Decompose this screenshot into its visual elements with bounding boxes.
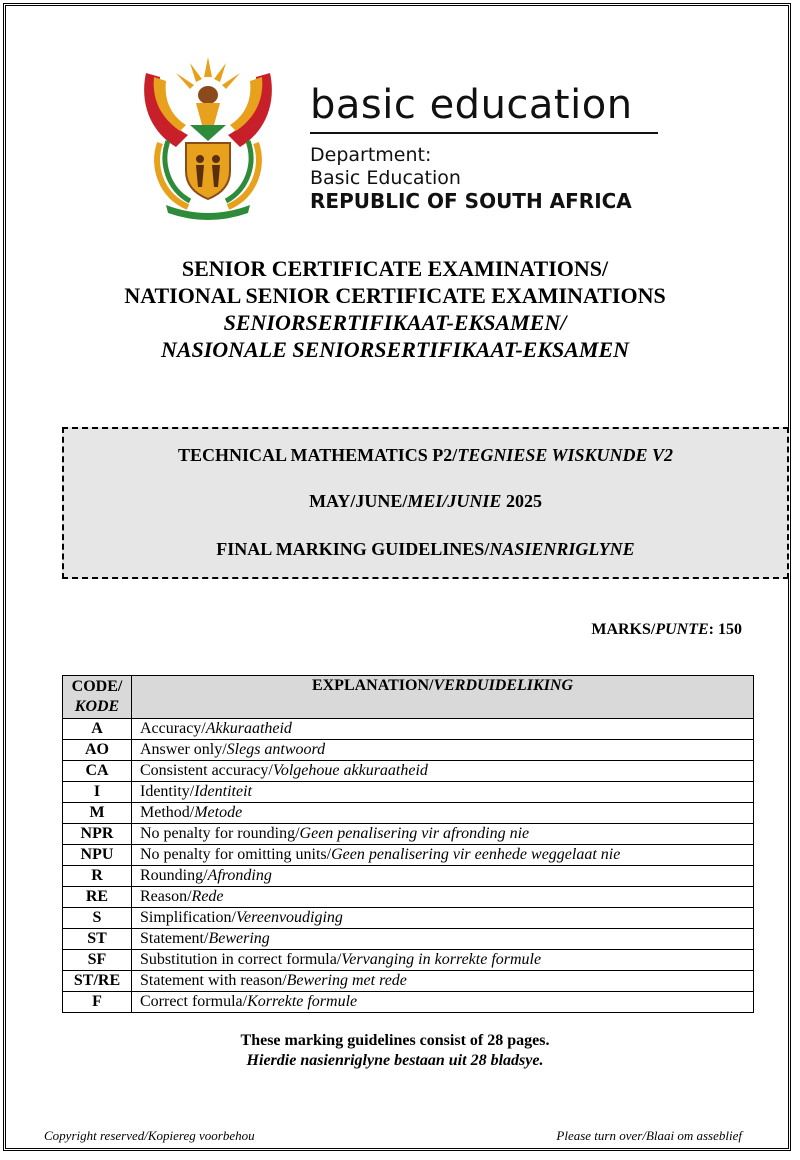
brand-line-department: Department: xyxy=(310,144,432,166)
footer-turn-over: Please turn over/Blaai om asseblief xyxy=(556,1128,742,1143)
brand-line-republic: REPUBLIC OF SOUTH AFRICA xyxy=(310,189,632,213)
explanation-afrikaans: Korrekte formule xyxy=(247,993,358,1010)
code-cell: ST xyxy=(63,929,132,950)
table-row xyxy=(63,824,754,845)
total-marks: MARKS/PUNTE: 150 xyxy=(591,621,742,638)
explanation-cell xyxy=(132,740,754,761)
explanation-afrikaans: Geen penalisering vir eenhede weggelaat nie xyxy=(331,846,621,863)
explanation-cell xyxy=(132,866,754,887)
table-body xyxy=(63,719,754,1013)
explanation-afrikaans: Identiteit xyxy=(194,783,252,800)
explanation-afrikaans: Bewering met rede xyxy=(286,972,407,989)
brand-title: basic education xyxy=(310,82,633,128)
explanation-cell xyxy=(132,971,754,992)
table-row xyxy=(63,992,754,1013)
explanation-afrikaans: Akkuraatheid xyxy=(205,720,292,737)
code-cell: NPU xyxy=(63,845,132,866)
code-cell: S xyxy=(63,908,132,929)
explanation-afrikaans: Bewering xyxy=(208,930,270,947)
exam-session: MAY/JUNE/MEI/JUNIE 2025 xyxy=(309,491,542,511)
code-cell: R xyxy=(63,866,132,887)
code-cell: RE xyxy=(63,887,132,908)
table-row xyxy=(63,782,754,803)
explanation-cell xyxy=(132,950,754,971)
exam-title-line-4: NASIONALE SENIORSERTIFIKAAT-EKSAMEN xyxy=(160,337,630,362)
code-cell: M xyxy=(63,803,132,824)
table-header-row xyxy=(63,676,754,719)
page-count-english: These marking guidelines consist of 28 pages. xyxy=(240,1032,550,1049)
table-row xyxy=(63,929,754,950)
table-row xyxy=(63,803,754,824)
explanation-english: No penalty for rounding/ xyxy=(140,825,300,842)
brand-line-basic-education: Basic Education xyxy=(310,167,461,189)
explanation-cell xyxy=(132,887,754,908)
explanation-english: Simplification/ xyxy=(140,909,236,926)
explanation-english: Accuracy/ xyxy=(140,720,206,737)
explanation-english: Reason/ xyxy=(140,888,192,905)
footer-copyright: Copyright reserved/Kopiereg voorbehou xyxy=(44,1128,255,1143)
explanation-cell xyxy=(132,803,754,824)
explanation-cell xyxy=(132,929,754,950)
page-count-afrikaans: Hierdie nasienriglyne bestaan uit 28 bladsye. xyxy=(246,1052,544,1069)
explanation-afrikaans: Rede xyxy=(191,888,224,905)
explanation-english: Rounding/ xyxy=(140,867,208,884)
code-cell: SF xyxy=(63,950,132,971)
explanation-english: Method/ xyxy=(140,804,195,821)
explanation-english: Correct formula/ xyxy=(140,993,248,1010)
table-row xyxy=(63,845,754,866)
table-row xyxy=(63,866,754,887)
explanation-afrikaans: Slegs antwoord xyxy=(226,741,326,758)
explanation-afrikaans: Metode xyxy=(194,804,243,821)
table-row xyxy=(63,950,754,971)
explanation-english: Statement/ xyxy=(140,930,209,947)
table-row xyxy=(63,719,754,740)
explanation-cell xyxy=(132,908,754,929)
explanation-english: Consistent accuracy/ xyxy=(140,762,273,779)
code-cell: CA xyxy=(63,761,132,782)
explanation-afrikaans: Vereenvoudiging xyxy=(236,909,343,926)
brand-divider xyxy=(310,132,658,134)
exam-title-line-2: NATIONAL SENIOR CERTIFICATE EXAMINATIONS xyxy=(124,283,666,308)
explanation-column-header: EXPLANATION/VERDUIDELIKING xyxy=(132,676,754,719)
explanation-cell xyxy=(132,824,754,845)
explanation-afrikaans: Geen penalisering vir afronding nie xyxy=(299,825,530,842)
explanation-english: Statement with reason/ xyxy=(140,972,287,989)
code-cell: ST/RE xyxy=(63,971,132,992)
department-branding xyxy=(310,82,660,213)
explanation-english: Identity/ xyxy=(140,783,195,800)
code-cell: F xyxy=(63,992,132,1013)
explanation-afrikaans: Vervanging in korrekte formule xyxy=(341,951,542,968)
explanation-cell xyxy=(132,845,754,866)
table-row xyxy=(63,908,754,929)
explanation-cell xyxy=(132,782,754,803)
table-row xyxy=(63,971,754,992)
code-cell: I xyxy=(63,782,132,803)
explanation-afrikaans: Volgehoue akkuraatheid xyxy=(272,762,428,779)
code-cell: AO xyxy=(63,740,132,761)
table-row xyxy=(63,887,754,908)
subject-box xyxy=(62,427,789,579)
explanation-cell xyxy=(132,719,754,740)
explanation-english: Substitution in correct formula/ xyxy=(140,951,342,968)
explanation-afrikaans: Afronding xyxy=(207,867,272,884)
code-cell: A xyxy=(63,719,132,740)
document-type: FINAL MARKING GUIDELINES/NASIENRIGLYNE xyxy=(216,539,635,559)
explanation-english: Answer only/ xyxy=(140,741,227,758)
exam-title-line-1: SENIOR CERTIFICATE EXAMINATIONS/ xyxy=(181,256,609,281)
explanation-cell xyxy=(132,992,754,1013)
table-row xyxy=(63,740,754,761)
subject-title: TECHNICAL MATHEMATICS P2/TEGNIESE WISKUNDE V2 xyxy=(177,445,674,465)
explanation-english: No penalty for omitting units/ xyxy=(140,846,332,863)
code-column-header: CODE/ KODE xyxy=(63,676,132,719)
exam-titles xyxy=(0,255,790,363)
exam-title-line-3: SENIORSERTIFIKAAT-EKSAMEN/ xyxy=(223,310,567,335)
coat-of-arms-logo xyxy=(138,55,278,220)
page-count-note xyxy=(0,1031,790,1071)
explanation-cell xyxy=(132,761,754,782)
code-cell: NPR xyxy=(63,824,132,845)
table-row xyxy=(63,761,754,782)
marking-codes-table xyxy=(62,675,754,1013)
